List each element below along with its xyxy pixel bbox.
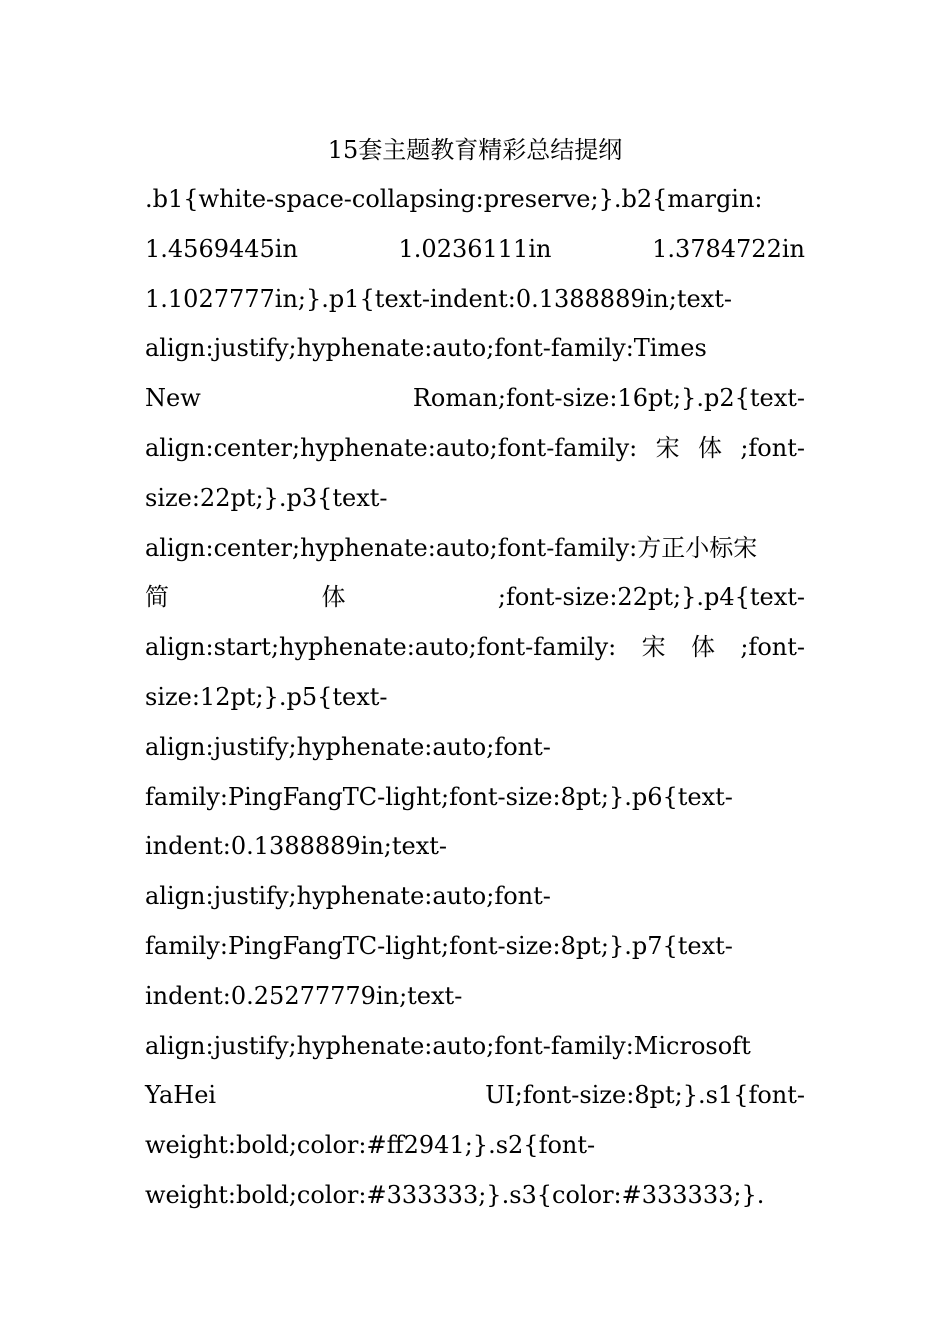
text-line (145, 972, 805, 1022)
text-line (145, 822, 805, 872)
text-chunk: 1.1027777in;}.p1{text-indent:0.1388889in;text- (145, 284, 732, 313)
text-chunk: size:12pt;}.p5{text- (145, 682, 388, 711)
text-line (145, 673, 805, 723)
text-line (145, 1022, 805, 1072)
text-chunk: indent:0.25277779in;text- (145, 981, 463, 1010)
text-chunk: 1.0236111in (398, 234, 552, 263)
text-chunk: UI;font-size:8pt;}.s1{font- (485, 1081, 805, 1110)
text-chunk: align:justify;hyphenate:auto;font-family:Times (145, 334, 707, 363)
text-chunk: .b1{white-space-collapsing:preserve;}.b2{margin: (145, 185, 763, 213)
text-chunk: ;font- (740, 433, 805, 462)
text-line (145, 275, 805, 325)
text-chunk: align:justify;hyphenate:auto;font- (145, 732, 551, 761)
text-line (145, 623, 805, 673)
text-chunk: 体 (697, 433, 722, 462)
text-chunk: 简 (145, 583, 169, 612)
document-title: 15套主题教育精彩总结提纲 (327, 136, 623, 164)
text-chunk: weight:bold;color:#333333;}.s3{color:#333333;}. (145, 1180, 765, 1209)
text-line (145, 225, 805, 275)
text-line (145, 1171, 805, 1221)
text-line (145, 474, 805, 524)
text-line (145, 723, 805, 773)
text-line (145, 1121, 805, 1171)
text-line (145, 922, 805, 972)
text-chunk: family:PingFangTC-light;font-size:8pt;}.p7{text- (145, 931, 733, 960)
text-chunk: YaHei (145, 1081, 217, 1110)
text-chunk: family:PingFangTC-light;font-size:8pt;}.p6{text- (145, 782, 733, 811)
text-line (145, 424, 805, 474)
text-chunk: align:center;hyphenate:auto;font-family:方正小标宋 (145, 533, 758, 562)
text-line (145, 374, 805, 424)
text-chunk: New (145, 384, 201, 413)
text-chunk: 体 (690, 633, 715, 662)
text-chunk: 宋 (655, 433, 680, 462)
text-line (145, 1071, 805, 1121)
text-line (145, 872, 805, 922)
text-chunk: size:22pt;}.p3{text- (145, 483, 388, 512)
text-chunk: 1.4569445in (145, 234, 298, 263)
document-body (145, 175, 805, 1221)
text-chunk: align:center;hyphenate:auto;font-family: (145, 433, 638, 462)
text-line (145, 773, 805, 823)
text-chunk: 宋 (641, 633, 666, 662)
text-chunk: weight:bold;color:#ff2941;}.s2{font- (145, 1131, 596, 1160)
text-chunk: Roman;font-size:16pt;}.p2{text- (412, 384, 805, 413)
text-line (145, 324, 805, 374)
text-chunk: ;font-size:22pt;}.p4{text- (497, 583, 805, 612)
text-chunk: align:start;hyphenate:auto;font-family: (145, 633, 617, 662)
text-line (145, 524, 805, 574)
text-line (145, 175, 805, 225)
text-chunk: ;font- (740, 633, 805, 662)
text-chunk: 体 (321, 583, 346, 612)
text-line (145, 573, 805, 623)
text-chunk: 1.3784722in (652, 234, 805, 263)
text-chunk: indent:0.1388889in;text- (145, 832, 448, 861)
text-chunk: align:justify;hyphenate:auto;font-family:Microsoft (145, 1031, 751, 1060)
text-chunk: align:justify;hyphenate:auto;font- (145, 882, 551, 911)
